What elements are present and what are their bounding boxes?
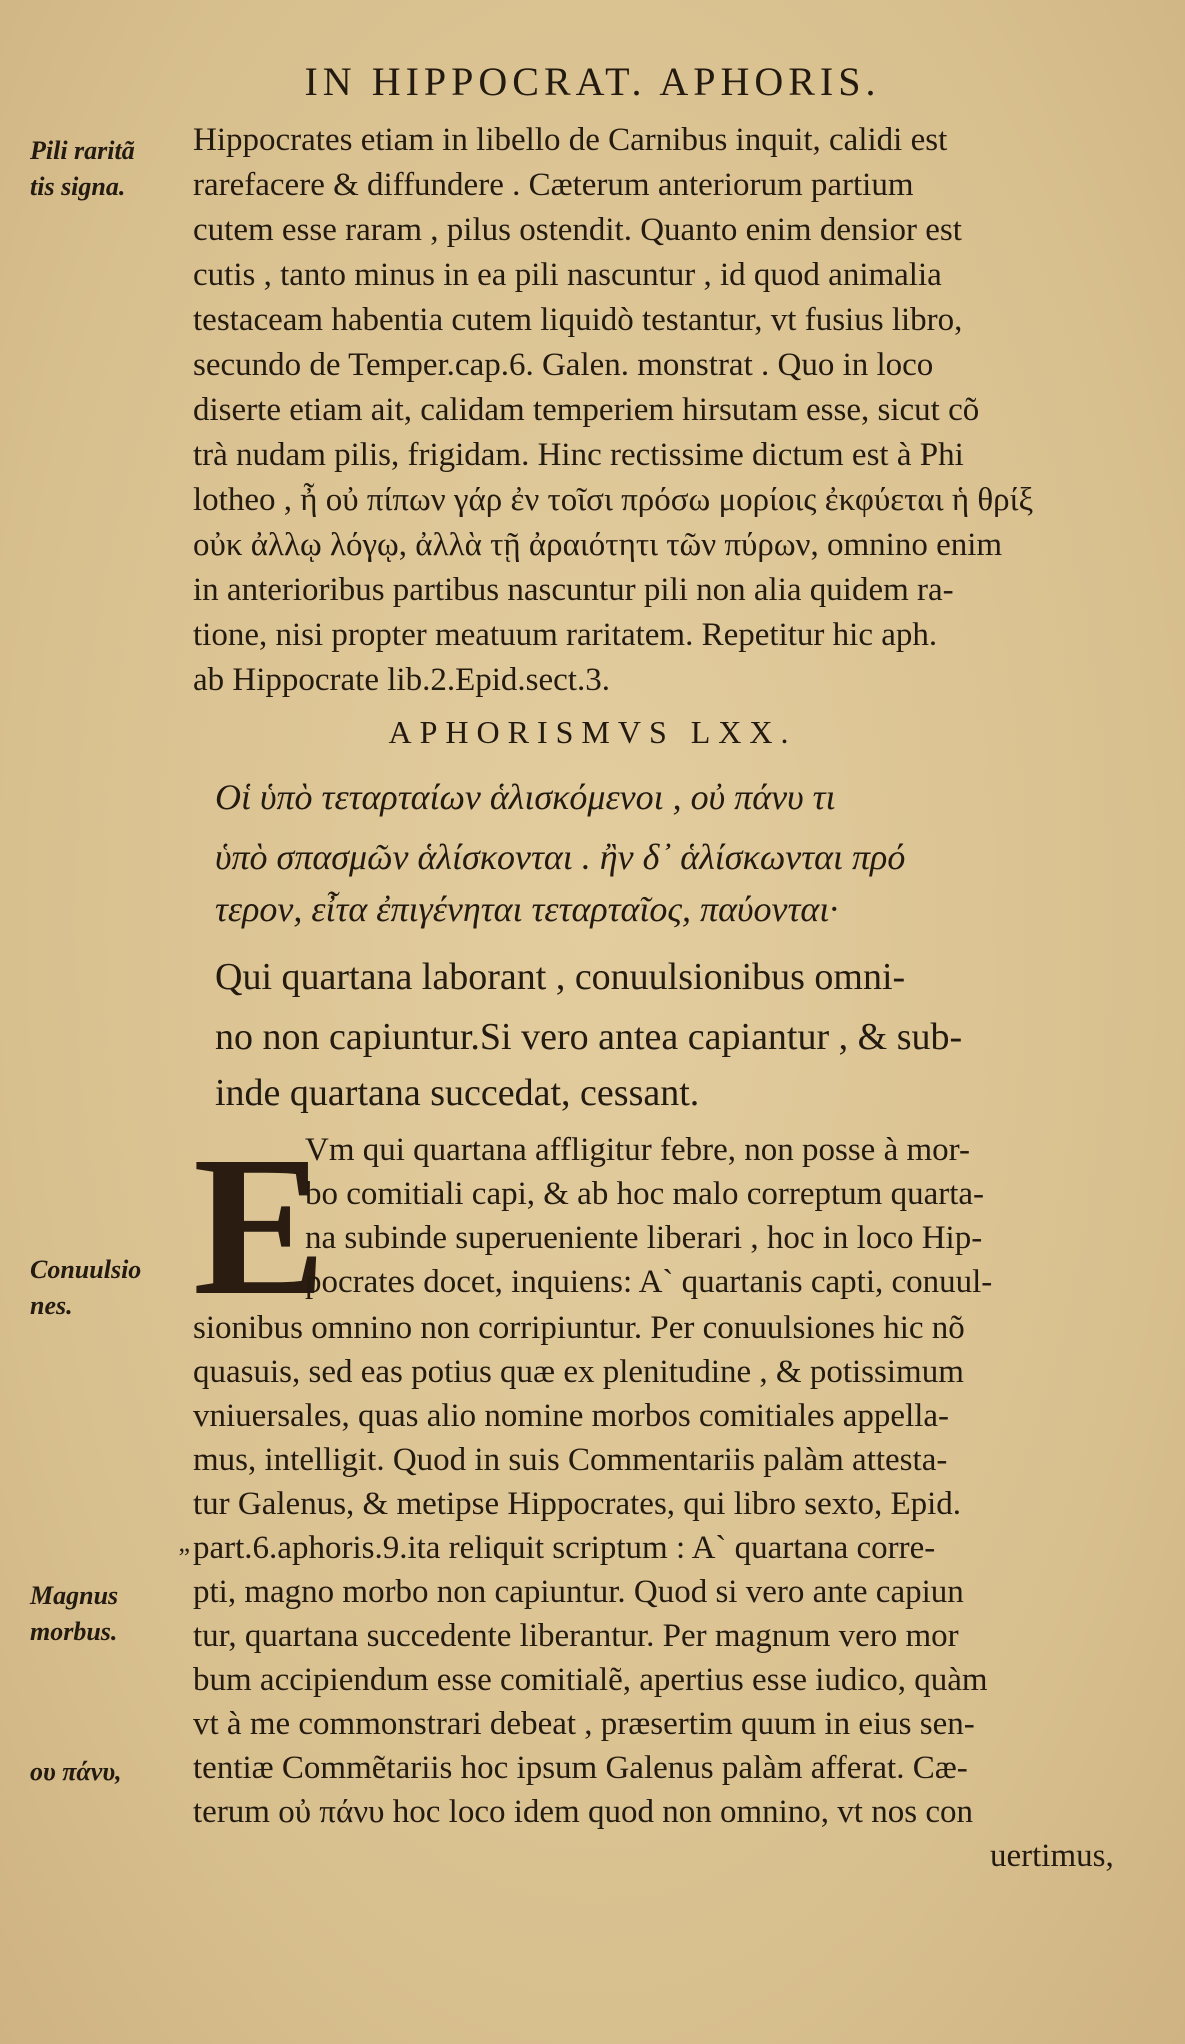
text-line: vniuersales, quas alio nomine morbos comitiales appella- xyxy=(193,1398,950,1434)
text-line: pti, magno morbo non capiuntur. Quod si vero ante capiun xyxy=(193,1574,964,1610)
text-line: bo comitiali capi, & ab hoc malo correptum quarta- xyxy=(305,1176,985,1212)
greek-line: ὑπὸ σπασμῶν ἁλίσκονται . ἢν δ᾽ ἁλίσκωνται πρό xyxy=(215,837,906,877)
text-line: bum accipiendum esse comitialẽ, apertius esse iudico, quàm xyxy=(193,1662,988,1698)
text-line: tione, nisi propter meatuum raritatem. Repetitur hic aph. xyxy=(193,617,938,653)
text-line: rarefacere & diffundere . Cæterum anteriorum partium xyxy=(193,167,914,203)
margin-note-ou-pany xyxy=(30,1754,195,1790)
margin-note-line: Conuulsio xyxy=(30,1255,142,1284)
text-line: Vm qui quartana affligitur febre, non posse à mor- xyxy=(305,1132,970,1168)
text-line: cutem esse raram , pilus ostendit. Quanto enim densior est xyxy=(193,212,962,248)
text-line: sionibus omnino non corripiuntur. Per conuulsiones hic nõ xyxy=(193,1310,965,1346)
text-line: diserte etiam ait, calidam temperiem hirsutam esse, sicut cõ xyxy=(193,392,980,428)
text-line: lotheo , ἦ οὐ πίπων γάρ ἐν τοῖσι πρόσω μορίοις ἐκφύεται ἡ θρίξ xyxy=(193,482,1034,518)
latin-line: Qui quartana laborant , conuulsionibus omni- xyxy=(215,956,906,998)
margin-note-line: ου πάνυ, xyxy=(30,1757,122,1786)
text-line: tur, quartana succedente liberantur. Per magnum vero mor xyxy=(193,1618,959,1654)
text-line: pocrates docet, inquiens: A` quartanis capti, conuul- xyxy=(305,1264,993,1300)
text-line: mus, intelligit. Quod in suis Commentariis palàm attesta- xyxy=(193,1442,948,1478)
quotation-mark: „ xyxy=(178,1528,190,1557)
margin-note-magnus-morbus xyxy=(30,1578,195,1650)
text-line: Hippocrates etiam in libello de Carnibus inquit, calidi est xyxy=(193,122,948,158)
text-line: na subinde superueniente liberari , hoc in loco Hip- xyxy=(305,1220,983,1256)
margin-note-line: nes. xyxy=(30,1291,73,1320)
greek-line: τερον, εἶτα ἐπιγένηται τεταρταῖος, παύονται· xyxy=(215,889,839,929)
margin-note-line: Pili raritã xyxy=(30,136,135,165)
catchword: uertimus, xyxy=(990,1838,1114,1874)
margin-note-line: morbus. xyxy=(30,1617,118,1646)
text-line: part.6.aphoris.9.ita reliquit scriptum : A` quartana corre- xyxy=(193,1530,936,1566)
margin-note-pili-raritatis xyxy=(30,133,195,205)
text-line: vt à me commonstrari debeat , præsertim quum in eius sen- xyxy=(193,1706,975,1742)
text-line: ab Hippocrate lib.2.Epid.sect.3. xyxy=(193,662,610,698)
text-line: terum οὐ πάνυ hoc loco idem quod non omnino, vt nos con xyxy=(193,1794,973,1830)
drop-cap: E xyxy=(193,1116,327,1337)
greek-line: Οἱ ὑπὸ τεταρταίων ἁλισκόμενοι , οὐ πάνυ τι xyxy=(215,777,836,817)
margin-note-conuulsiones xyxy=(30,1252,195,1324)
running-head: IN HIPPOCRAT. APHORIS. xyxy=(304,59,881,104)
latin-line: inde quartana succedat, cessant. xyxy=(215,1072,700,1114)
latin-line: no non capiuntur.Si vero antea capiantur , & sub- xyxy=(215,1016,963,1058)
text-line: testaceam habentia cutem liquidò testantur, vt fusius libro, xyxy=(193,302,963,338)
text-line: trà nudam pilis, frigidam. Hinc rectissime dictum est à Phi xyxy=(193,437,964,473)
section-heading: APHORISMVS LXX. xyxy=(388,714,797,750)
text-line: quasuis, sed eas potius quæ ex plenitudine , & potissimum xyxy=(193,1354,964,1390)
text-line: in anterioribus partibus nascuntur pili non alia quidem ra- xyxy=(193,572,954,608)
text-line: tur Galenus, & metipse Hippocrates, qui libro sexto, Epid. xyxy=(193,1486,962,1522)
text-line: tentiæ Commẽtariis hoc ipsum Galenus palàm afferat. Cæ- xyxy=(193,1750,968,1786)
text-line: secundo de Temper.cap.6. Galen. monstrat . Quo in loco xyxy=(193,347,934,383)
margin-note-line: Magnus xyxy=(30,1581,119,1610)
text-line: οὐκ ἀλλῳ λόγῳ, ἀλλὰ τῇ ἀραιότητι τῶν πύρων, omnino enim xyxy=(193,527,1003,563)
text-line: cutis , tanto minus in ea pili nascuntur , id quod animalia xyxy=(193,257,942,293)
margin-note-line: tis signa. xyxy=(30,172,126,201)
